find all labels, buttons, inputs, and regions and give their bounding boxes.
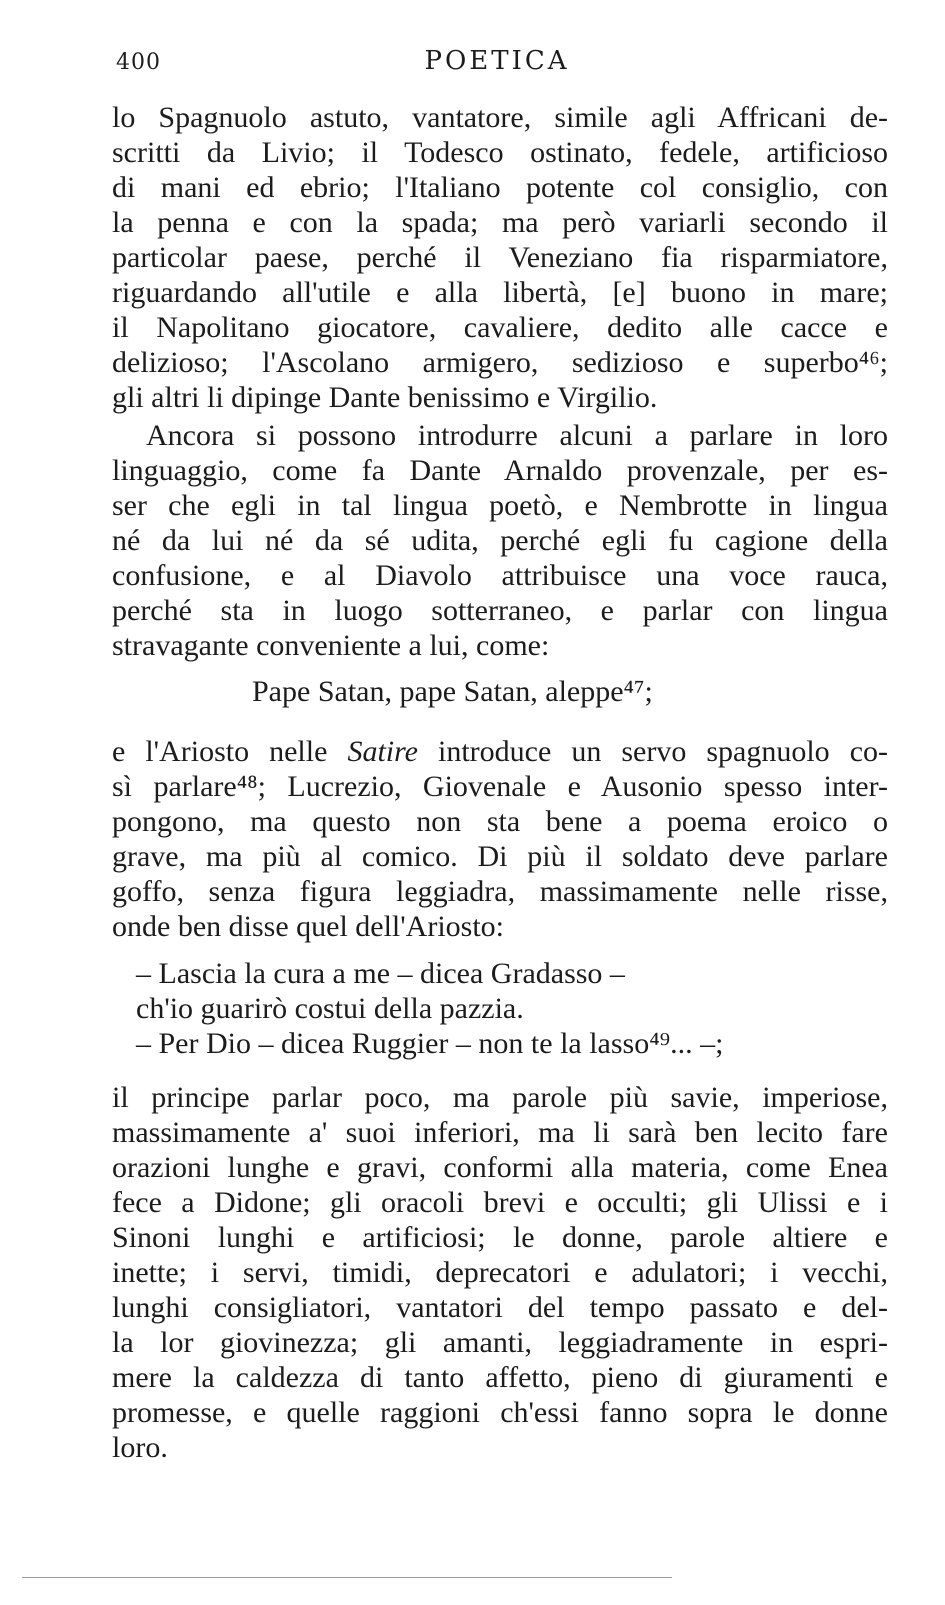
- text-line: fece a Didone; gli oracoli brevi e occulti; gli Ulissi e i: [112, 1186, 888, 1219]
- text-line: di mani ed ebrio; l'Italiano potente col consiglio, con: [112, 171, 888, 204]
- text-line: grave, ma più al comico. Di più il soldato deve parlare: [112, 840, 888, 873]
- paragraph-3: [112, 734, 888, 944]
- text-line: onde ben disse quel dell'Ariosto:: [112, 910, 505, 943]
- text-line: massimamente a' suoi inferiori, ma li sarà ben lecito fare: [112, 1116, 888, 1149]
- text-line: confusione, e al Diavolo attribuisce una voce rauca,: [112, 559, 888, 592]
- text-line: linguaggio, come fa Dante Arnaldo provenzale, per es-: [112, 454, 888, 487]
- text-line: né da lui né da sé udita, perché egli fu cagione della: [112, 524, 888, 557]
- verse-line: – Lascia la cura a me – dicea Gradasso –: [136, 957, 625, 990]
- text-line: riguardando all'utile e alla libertà, [e] buono in mare;: [112, 276, 888, 309]
- text-line: inette; i servi, timidi, deprecatori e adulatori; i vecchi,: [112, 1256, 888, 1289]
- text-line: gli altri li dipinge Dante benissimo e Virgilio.: [112, 381, 658, 414]
- text-line: sì parlare⁴⁸; Lucrezio, Giovenale e Ausonio spesso inter-: [112, 770, 888, 803]
- text-segment: e l'Ariosto nelle: [112, 735, 348, 768]
- verse-quote: [112, 956, 888, 1061]
- text-line: la lor giovinezza; gli amanti, leggiadramente in espri-: [112, 1326, 888, 1359]
- page-bottom-rule: [22, 1577, 672, 1578]
- text-line: lo Spagnuolo astuto, vantatore, simile agli Affricani de-: [112, 101, 888, 134]
- paragraph-4: [112, 1080, 888, 1465]
- text-segment: introduce un servo spagnuolo co-: [417, 735, 889, 768]
- verse-line: – Per Dio – dicea Ruggier – non te la lasso⁴⁹... –;: [136, 1027, 724, 1060]
- text-line: Sinoni lunghi e artificiosi; le donne, parole altiere e: [112, 1221, 888, 1254]
- text-line: ser che egli in tal lingua poetò, e Nembrotte in lingua: [112, 489, 888, 522]
- text-line: perché sta in luogo sotterraneo, e parlar con lingua: [112, 594, 888, 627]
- italic-title: Satire: [347, 735, 418, 768]
- text-line: Ancora si possono introdurre alcuni a parlare in loro: [146, 419, 888, 452]
- text-line: la penna e con la spada; ma però variarli secondo il: [112, 206, 888, 239]
- text-line: lunghi consigliatori, vantatori del tempo passato e del-: [112, 1291, 888, 1324]
- text-line: [112, 734, 888, 769]
- running-title: POETICA: [424, 46, 570, 76]
- text-line: mere la caldezza di tanto affetto, pieno di giuramenti e: [112, 1361, 888, 1394]
- citation-block: [112, 674, 888, 709]
- text-line: loro.: [112, 1431, 168, 1464]
- page-header: [112, 46, 882, 86]
- text-line: particolar paese, perché il Veneziano fia risparmiatore,: [112, 241, 888, 274]
- page-number: 400: [116, 50, 161, 75]
- text-line: delizioso; l'Ascolano armigero, sedizioso e superbo⁴⁶;: [112, 346, 888, 379]
- paragraph-2: [112, 418, 888, 663]
- paragraph-1: [112, 100, 888, 415]
- text-line: scritti da Livio; il Todesco ostinato, fedele, artificioso: [112, 136, 888, 169]
- text-line: goffo, senza figura leggiadra, massimamente nelle risse,: [112, 875, 888, 908]
- text-line: pongono, ma questo non sta bene a poema eroico o: [112, 805, 888, 838]
- text-line: promesse, e quelle raggioni ch'essi fanno sopra le donne: [112, 1396, 888, 1429]
- verse-line: ch'io guarirò costui della pazzia.: [136, 992, 524, 1025]
- text-line: orazioni lunghe e gravi, conformi alla materia, come Enea: [112, 1151, 888, 1184]
- text-line: stravagante conveniente a lui, come:: [112, 629, 550, 662]
- text-line: il principe parlar poco, ma parole più savie, imperiose,: [112, 1081, 888, 1114]
- quoted-verse: Pape Satan, pape Satan, aleppe⁴⁷;: [252, 675, 653, 708]
- text-line: il Napolitano giocatore, cavaliere, dedito alle cacce e: [112, 311, 888, 344]
